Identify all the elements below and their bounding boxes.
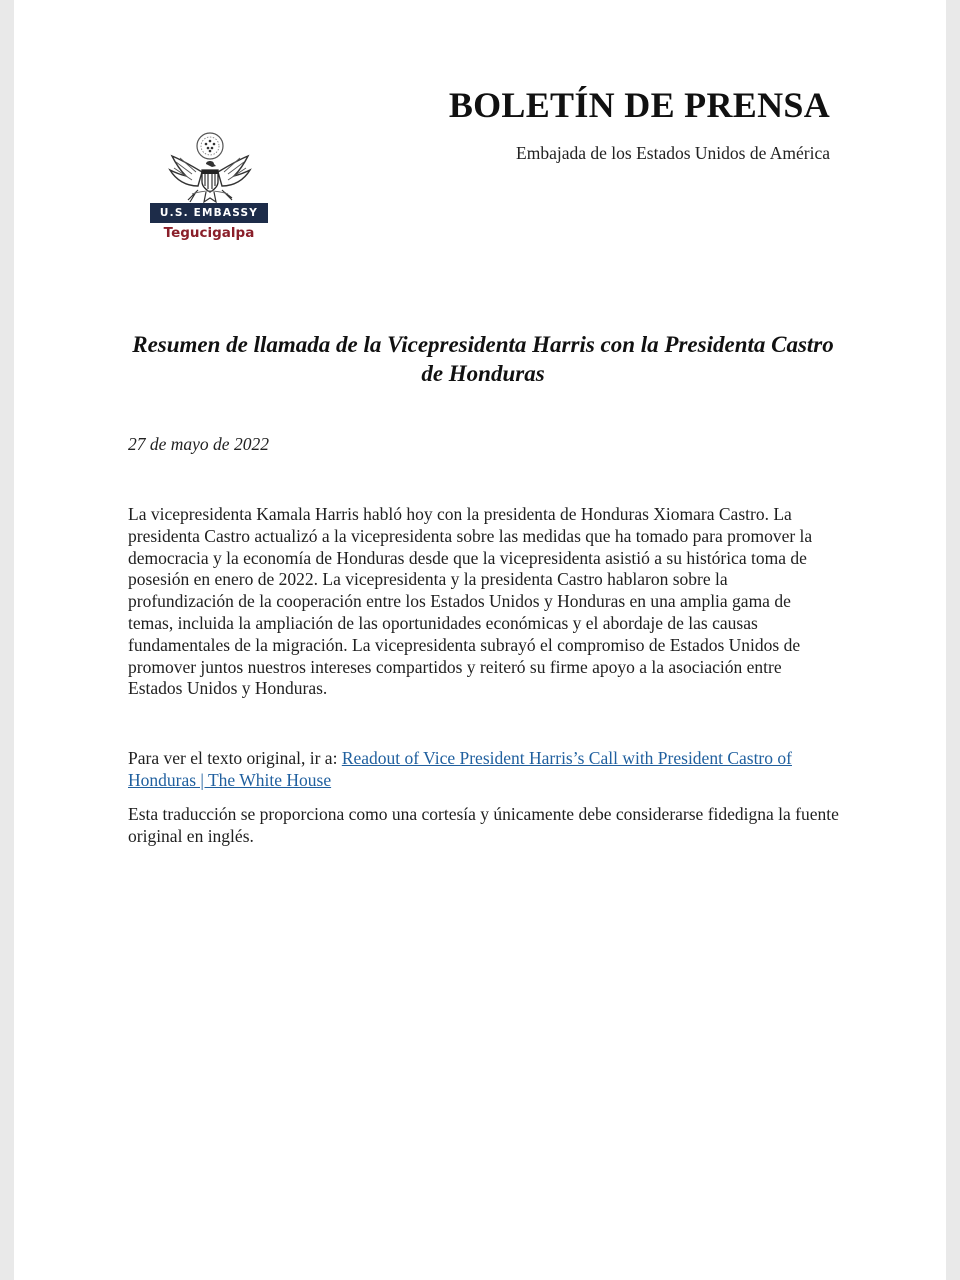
embassy-city: Tegucigalpa (163, 225, 255, 241)
source-prefix: Para ver el texto original, ir a: (128, 748, 342, 768)
embassy-band (150, 203, 268, 223)
eagle-seal-icon (162, 126, 258, 210)
disclaimer-paragraph: Esta traducción se proporciona como una cortesía y únicamente debe considerarse fidedigna la fuente original en inglés. (128, 804, 839, 846)
embassy-subtitle: Embajada de los Estados Unidos de América (516, 143, 830, 163)
original-text-link[interactable]: Readout of Vice President Harris’s Call with President Castro of Honduras | The White House (128, 748, 792, 790)
source-paragraph (128, 748, 838, 792)
release-date: 27 de mayo de 2022 (128, 434, 269, 454)
body-paragraph: La vicepresidenta Kamala Harris habló hoy con la presidenta de Honduras Xiomara Castro. La presidenta Castro actualizó a la vicepresidenta sobre las medidas que ha tomado para promover la democracia y la economía de Honduras desde que la vicepresidenta asistió a su histórica toma de posesión en enero de 2022. La vicepresidenta y la presidenta Castro hablaron sobre la profundización de la cooperación entre los Estados Unidos y Honduras en una amplia gama de temas, incluida la ampliación de las oportunidades económicas y el abordaje de las causas fundamentales de la migración. La vicepresidenta subrayó el compromiso de Estados Unidos de promover juntos nuestros intereses compartidos y reiteró su firme apoyo a la asociación entre Estados Unidos y Honduras. (128, 504, 813, 699)
embassy-logo (136, 118, 282, 248)
bulletin-title: BOLETÍN DE PRENSA (448, 85, 830, 125)
document-page (14, 0, 946, 1280)
embassy-band-label: U.S. EMBASSY (159, 207, 259, 219)
headline: Resumen de llamada de la Vicepresidenta Harris con la Presidenta Castro de Honduras (132, 332, 834, 386)
